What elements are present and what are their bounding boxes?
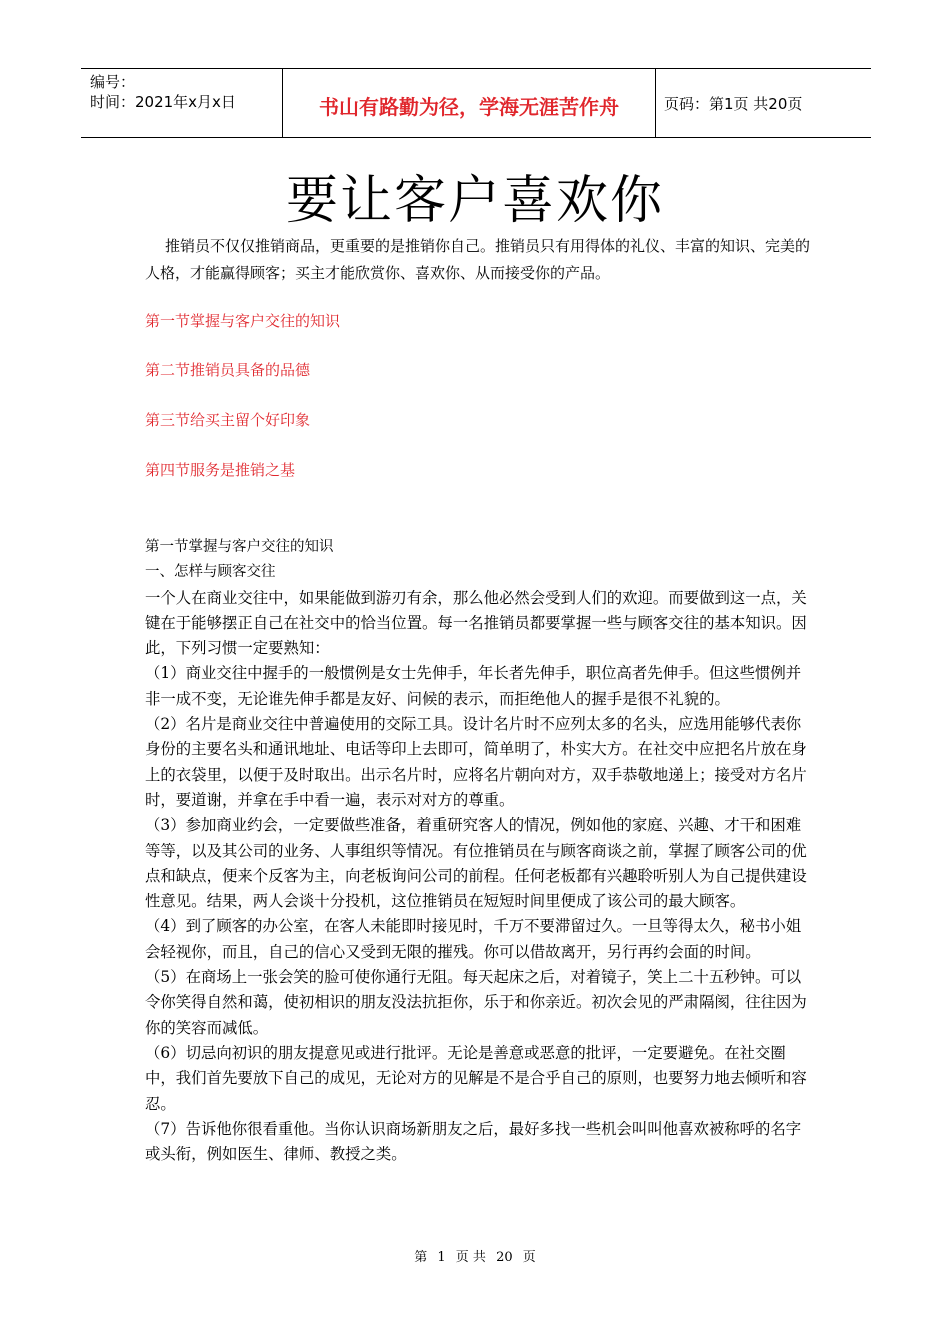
- paragraph: （2）名片是商业交往中普遍使用的交际工具。设计名片时不应列太多的名头，应选用能够代表你身份的主要名头和通讯地址、电话等印上去即可，简单明了，朴实大方。在社交中应把名片放在身上的衣袋里，以便于及时取出。出示名片时，应将名片朝向对方，双手恭敬地递上；接受对方名片时，要道谢，并拿在手中看一遍，表示对对方的尊重。: [145, 715, 807, 809]
- document-title: 要让客户喜欢你: [285, 171, 664, 231]
- paragraph: （3）参加商业约会，一定要做些准备，着重研究客人的情况，例如他的家庭、兴趣、才干和困难等等，以及其公司的业务、人事组织等情况。有位推销员在与顾客商谈之前，掌握了顾客公司的优点和缺点，便来个反客为主，向老板询问公司的前程。任何老板都有兴趣聆听别人为自己提供建设性意见。结果，两人会谈十分投机，这位推销员在短短时间里便成了该公司的最大顾客。: [145, 816, 807, 911]
- footer-total-pages: 20: [496, 1250, 513, 1265]
- toc-item-2[interactable]: 第二节推销员具备的品德: [145, 361, 311, 379]
- sub-heading: 一、怎样与顾客交往: [145, 564, 276, 581]
- code-label: 编号：: [90, 73, 136, 91]
- intro-paragraph: 推销员不仅仅推销商品，更重要的是推销你自己。推销员只有用得体的礼仪、丰富的知识、完美的人格，才能赢得顾客；买主才能欣赏你、喜欢你、从而接受你的产品。: [145, 237, 811, 282]
- toc-item-1[interactable]: 第一节掌握与客户交往的知识: [145, 312, 341, 330]
- paragraph: 一个人在商业交往中，如果能做到游刃有余，那么他必然会受到人们的欢迎。而要做到这一点，关键在于能够摆正自己在社交中的恰当位置。每一名推销员都要掌握一些与顾客交往的基本知识。因此，下列习惯一定要熟知：: [145, 588, 807, 658]
- paragraph: （4）到了顾客的办公室，在客人未能即时接见时，千万不要滞留过久。一旦等得太久，秘书小姐会轻视你，而且，自己的信心又受到无限的摧残。你可以借故离开，另行再约会面的时间。: [145, 917, 802, 961]
- header-page-info: 页码：第1页 共20页: [664, 94, 803, 113]
- paragraph: （5）在商场上一张会笑的脸可使你通行无阻。每天起床之后，对着镜子，笑上二十五秒钟。可以令你笑得自然和蔼，使初相识的朋友没法抗拒你，乐于和你亲近。初次会见的严肃隔阂，往往因为你的笑容而减低。: [145, 968, 807, 1037]
- toc-item-4[interactable]: 第四节服务是推销之基: [145, 461, 296, 479]
- paragraph: （1）商业交往中握手的一般惯例是女士先伸手，年长者先伸手，职位高者先伸手。但这些惯例并非一成不变，无论谁先伸手都是友好、问候的表示，而拒绝他人的握手是很不礼貌的。: [145, 664, 802, 708]
- section-heading: 第一节掌握与客户交往的知识: [145, 539, 334, 555]
- page-footer: [0, 1246, 950, 1265]
- footer-post: 页: [522, 1250, 536, 1265]
- body-text: [145, 535, 813, 1167]
- paragraph: （7）告诉他你很看重他。当你认识商场新朋友之后，最好多找一些机会叫叫他喜欢被称呼的名字或头衔，例如医生、律师、教授之类。: [145, 1119, 802, 1164]
- toc-item-3[interactable]: 第三节给买主留个好印象: [145, 411, 311, 429]
- footer-page-number: 1: [437, 1250, 446, 1265]
- header-motto: 书山有路勤为径，学海无涯苦作舟: [283, 69, 656, 137]
- header-table: [81, 68, 871, 138]
- time-label: 时间：2021年x月x日: [90, 93, 236, 111]
- paragraph: （6）切忌向初识的朋友提意见或进行批评。无论是善意或恶意的批评，一定要避免。在社交圈中，我们首先要放下自己的成见，无论对方的见解是不是合乎自己的原则，也要努力地去倾听和容忍。: [145, 1043, 807, 1113]
- header-meta-cell: [81, 69, 283, 137]
- footer-pre: 第: [414, 1250, 428, 1265]
- footer-mid: 页 共: [455, 1250, 486, 1265]
